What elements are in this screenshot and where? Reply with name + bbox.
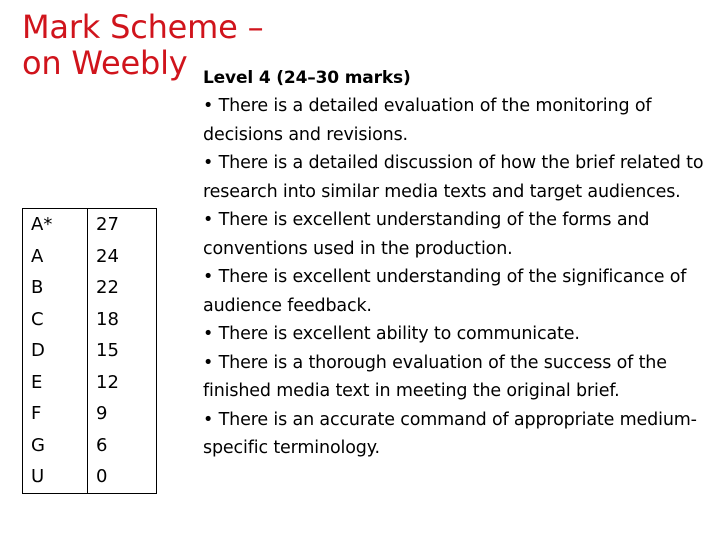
table-row bbox=[23, 398, 157, 430]
mark-cell: 22 bbox=[88, 272, 157, 304]
grade-cell: B bbox=[23, 272, 88, 304]
list-item bbox=[203, 149, 713, 206]
mark-cell: 0 bbox=[88, 461, 157, 493]
table-row bbox=[23, 430, 157, 462]
level-descriptor bbox=[203, 65, 713, 463]
criterion-text: There is a thorough evaluation of the success of the finished media text in meeting the original brief. bbox=[203, 352, 667, 401]
table-row bbox=[23, 241, 157, 273]
bullet-icon: • bbox=[203, 210, 214, 230]
table-row bbox=[23, 367, 157, 399]
criteria-list bbox=[203, 92, 713, 463]
mark-cell: 15 bbox=[88, 335, 157, 367]
list-item bbox=[203, 406, 713, 463]
bullet-icon: • bbox=[203, 352, 214, 373]
bullet-icon: • bbox=[203, 409, 214, 430]
bullet-icon: • bbox=[203, 153, 214, 173]
criterion-text: There is excellent ability to communicate. bbox=[218, 324, 580, 344]
bullet-icon: • bbox=[203, 96, 214, 116]
mark-cell: 6 bbox=[88, 430, 157, 462]
table-row bbox=[23, 209, 157, 241]
list-item bbox=[203, 92, 713, 149]
table-row bbox=[23, 335, 157, 367]
grade-cell: U bbox=[23, 461, 88, 493]
mark-cell: 24 bbox=[88, 241, 157, 273]
grade-cell: G bbox=[23, 430, 88, 462]
criterion-text: There is excellent understanding of the significance of audience feedback. bbox=[203, 267, 687, 316]
grade-cell: A* bbox=[23, 209, 88, 241]
criterion-text: There is a detailed evaluation of the monitoring of decisions and revisions. bbox=[203, 96, 652, 145]
list-item bbox=[203, 349, 713, 406]
list-item bbox=[203, 263, 713, 320]
criterion-text: There is a detailed discussion of how the brief related to research into similar media texts and target audiences. bbox=[203, 153, 704, 202]
level-heading: Level 4 (24–30 marks) bbox=[203, 68, 411, 88]
mark-cell: 18 bbox=[88, 304, 157, 336]
table-row bbox=[23, 304, 157, 336]
grade-cell: F bbox=[23, 398, 88, 430]
grade-cell: C bbox=[23, 304, 88, 336]
slide-title: Mark Scheme – on Weebly bbox=[22, 8, 264, 82]
bullet-icon: • bbox=[203, 267, 214, 287]
criterion-text: There is an accurate command of appropriate medium-specific terminology. bbox=[203, 409, 697, 458]
table-row bbox=[23, 461, 157, 493]
grade-boundary-table bbox=[22, 208, 157, 494]
mark-cell: 27 bbox=[88, 209, 157, 241]
grade-cell: A bbox=[23, 241, 88, 273]
list-item bbox=[203, 206, 713, 263]
criterion-text: There is excellent understanding of the forms and conventions used in the production. bbox=[203, 210, 650, 259]
grade-cell: E bbox=[23, 367, 88, 399]
mark-cell: 12 bbox=[88, 367, 157, 399]
bullet-icon: • bbox=[203, 324, 214, 344]
grade-cell: D bbox=[23, 335, 88, 367]
list-item bbox=[203, 320, 713, 349]
mark-cell: 9 bbox=[88, 398, 157, 430]
table-row bbox=[23, 272, 157, 304]
